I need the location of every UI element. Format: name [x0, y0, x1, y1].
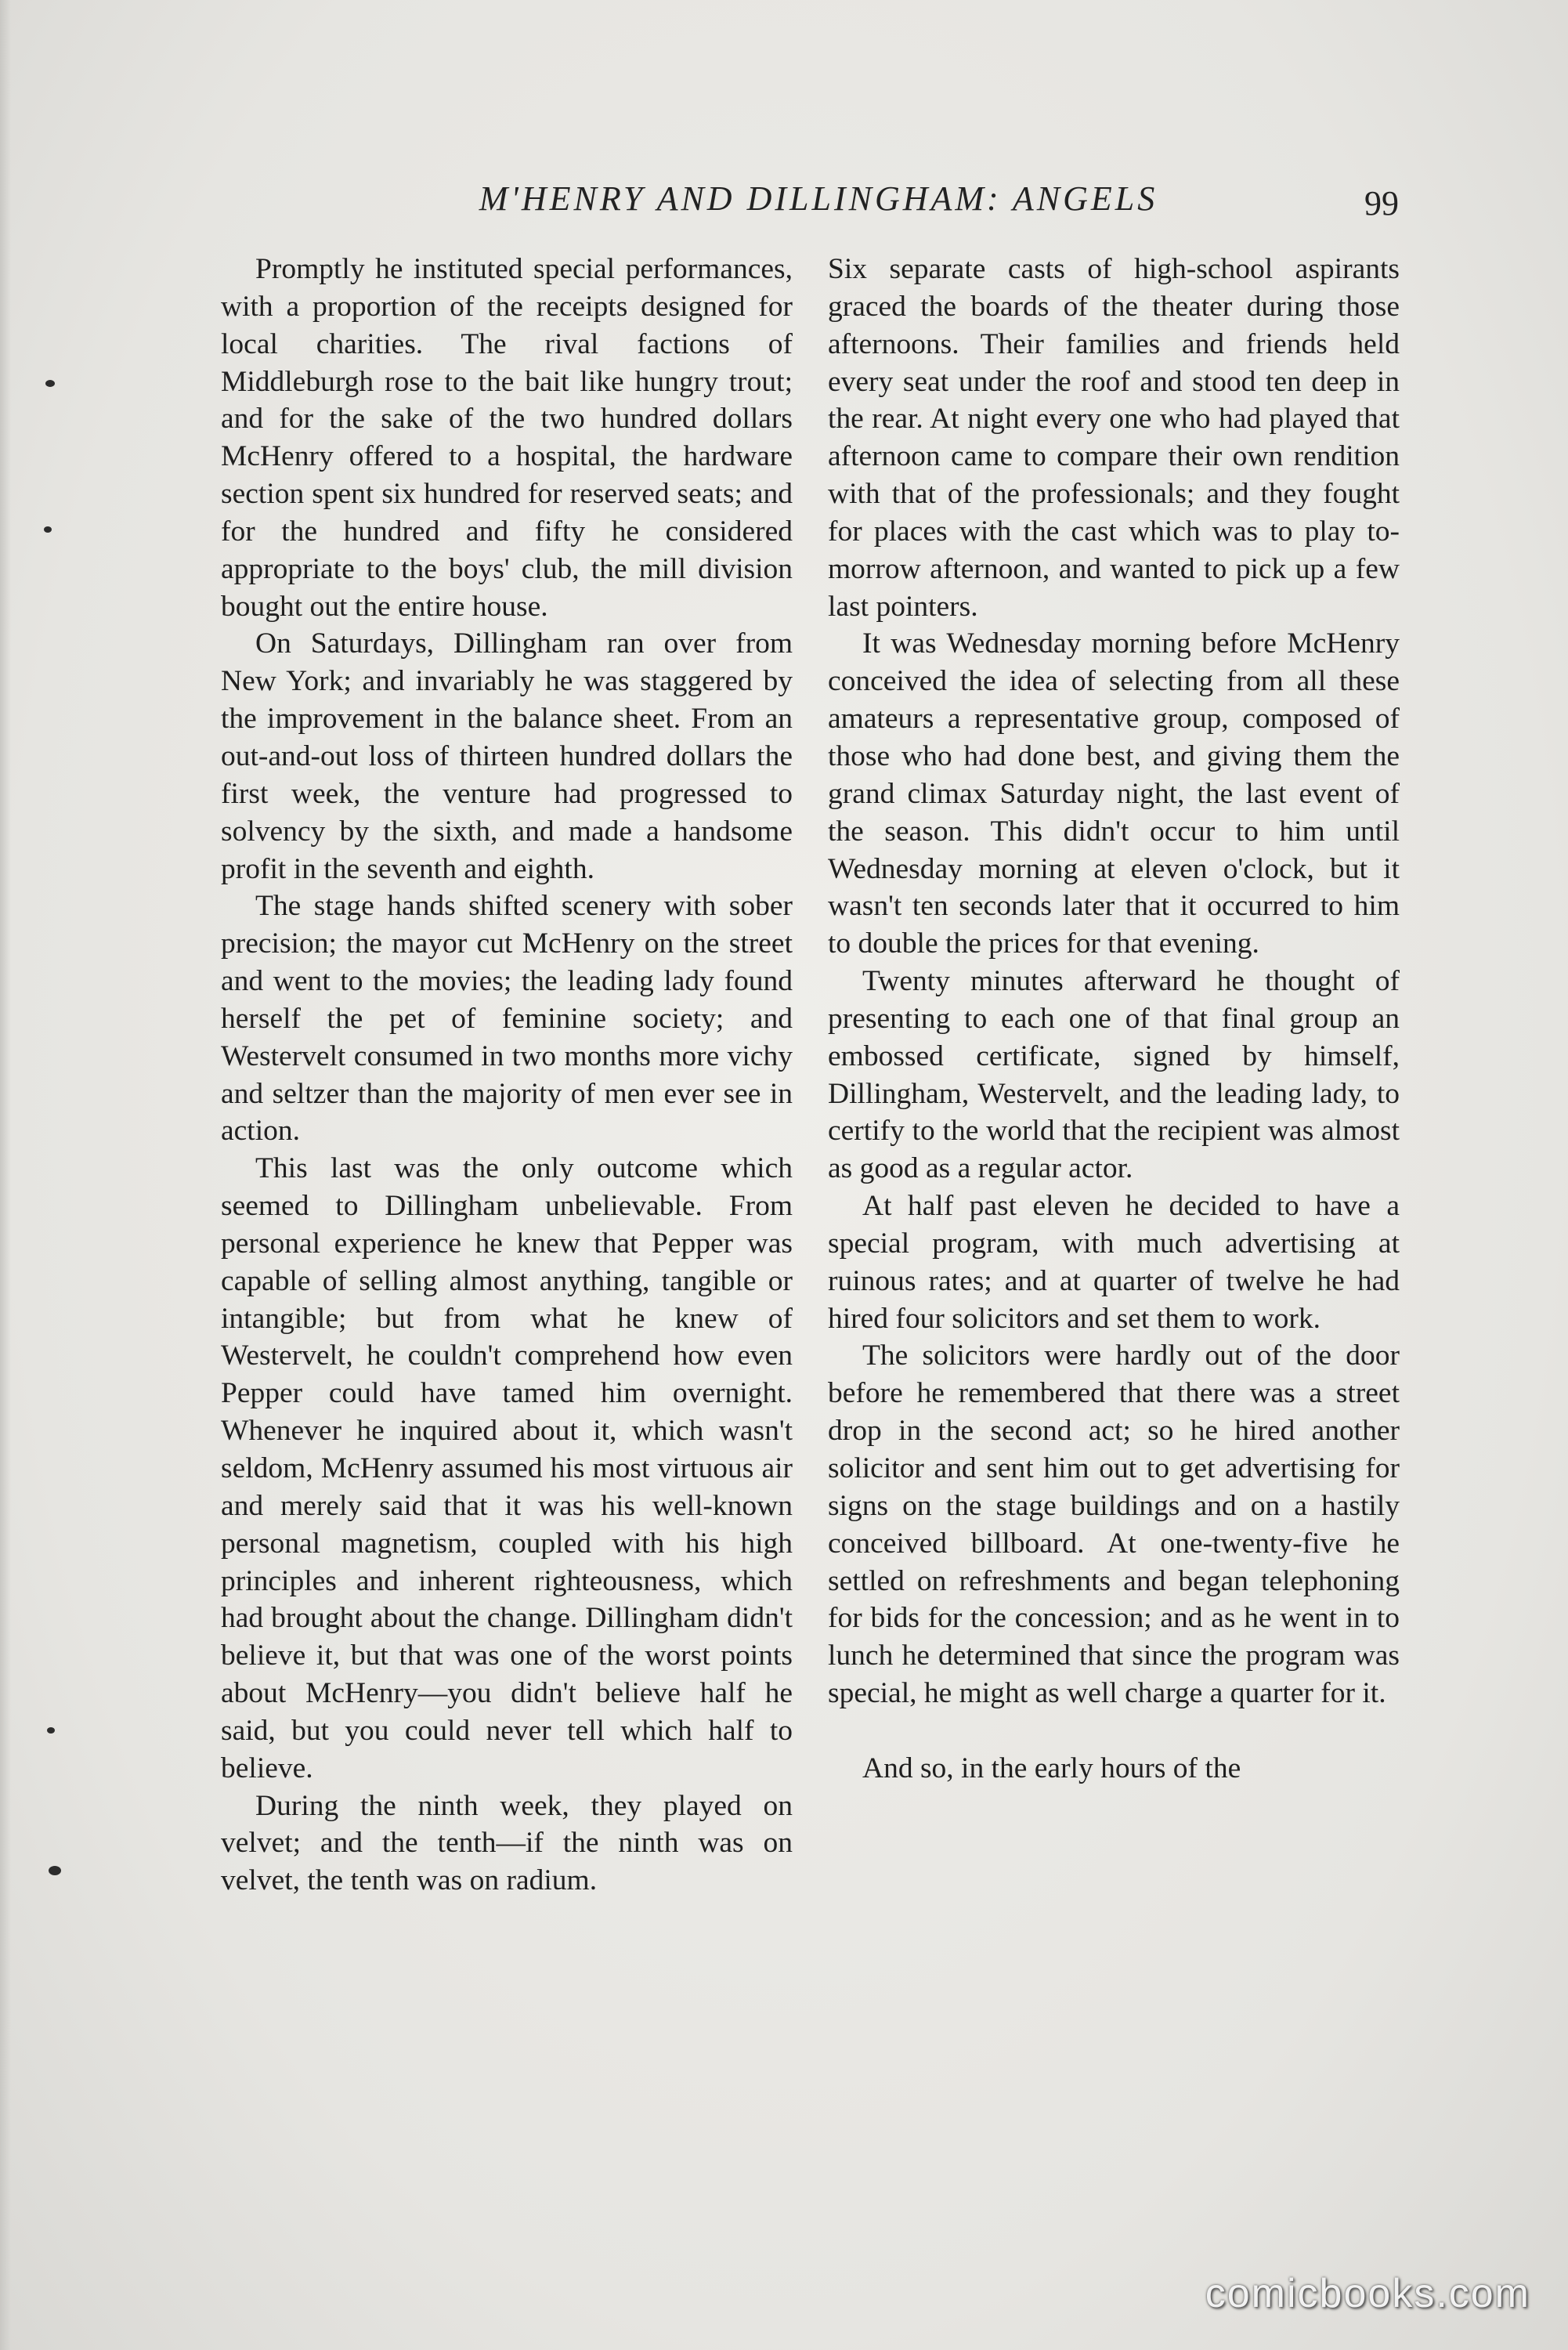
paragraph: It was Wednesday morning before McHenry conceived the idea of selecting from all these amateurs a representative group, composed of those who had done best, and giving them the grand climax Saturday night, the last event of the season. This didn't occur to him until Wednesday morning at eleven o'clock, but it wasn't ten seconds later that it occurred to him to double the prices for that evening. [828, 627, 1400, 960]
page-number: 99 [1364, 184, 1399, 222]
paragraph: On Saturdays, Dillingham ran over from New York; and invariably he was staggered by the improvement in the balance sheet. From an out-and-out loss of thirteen hundred dollars the first week, the venture had progressed to solvency by the sixth, and made a handsome profit in the seventh and eighth. [221, 627, 793, 885]
binding-hole-mark [44, 526, 52, 533]
paragraph: Twenty minutes afterward he thought of presenting to each one of that final group an embossed certificate, signed by himself, Dillingham, Westervelt, and the leading lady, to certify to the world that the recipient was almost as good as a regular actor. [828, 965, 1400, 1185]
binding-hole-mark [47, 1727, 55, 1734]
continued-paragraph: Six separate casts of high-school aspirants graced the boards of the theater during those afternoons. Their families and friends held every seat under the roof and stood ten deep in the rear. At night every one who had played that afternoon came to compare their own rendition with that of the professionals; and they fought for places with the cast which was to play to-morrow afternoon, and wanted to pick up a few last pointers. [828, 253, 1400, 623]
paragraph: Promptly he instituted special performances, with a proportion of the receipts designed for local charities. The rival factions of Middleburgh rose to the bait like hungry trout; and for the sake of the two hundred dollars McHenry offered to a hospital, the hardware section spent six hundred for reserved seats; and for the hundred and fifty he considered appropriate to the boys' club, the mill division bought out the entire house. [221, 253, 793, 623]
left-column [221, 251, 793, 1900]
paragraph: At half past eleven he decided to have a special program, with much advertising at ruinous rates; and at quarter of twelve he had hired four solicitors and set them to work. [828, 1190, 1400, 1335]
binding-hole-mark [45, 380, 55, 387]
section-start-paragraph: And so, in the early hours of the [862, 1752, 1241, 1784]
running-title: M'HENRY AND DILLINGHAM: ANGELS [479, 179, 1158, 218]
paragraph: This last was the only outcome which seemed to Dillingham unbelievable. From personal experience he knew that Pepper was capable of selling almost anything, tangible or intangible; but from what he knew of Westervelt, he couldn't comprehend how even Pepper could have tamed him overnight. Whenever he inquired about it, which wasn't seldom, McHenry assumed his most virtuous air and merely said that it was his well-known personal magnetism, coupled with his high principles and inherent righteousness, which had brought about the change. Dillingham didn't believe it, but that was one of the worst points about McHenry—you didn't believe half he said, but you could never tell which half to believe. [221, 1152, 793, 1784]
paragraph: The stage hands shifted scenery with sober precision; the mayor cut McHenry on the street and went to the movies; the leading lady found herself the pet of feminine society; and Westervelt consumed in two months more vichy and seltzer than the majority of men ever see in action. [221, 890, 793, 1148]
paragraph: The solicitors were hardly out of the door before he remembered that there was a street drop in the second act; so he hired another solicitor and sent him out to get advertising for signs on the stage buildings and on a hastily conceived billboard. At one-twenty-five he settled on refreshments and began telephoning for bids for the concession; and as he went in to lunch he determined that since the program was special, he might as well charge a quarter for it. [828, 1340, 1400, 1710]
right-column [828, 251, 1400, 1788]
watermark-logo: comicbooks.com [1205, 2271, 1530, 2316]
binding-hole-mark [49, 1866, 61, 1875]
page-edge-shadow [0, 0, 11, 2350]
paragraph: During the ninth week, they played on velvet; and the tenth—if the ninth was on velvet, the tenth was on radium. [221, 1789, 793, 1897]
